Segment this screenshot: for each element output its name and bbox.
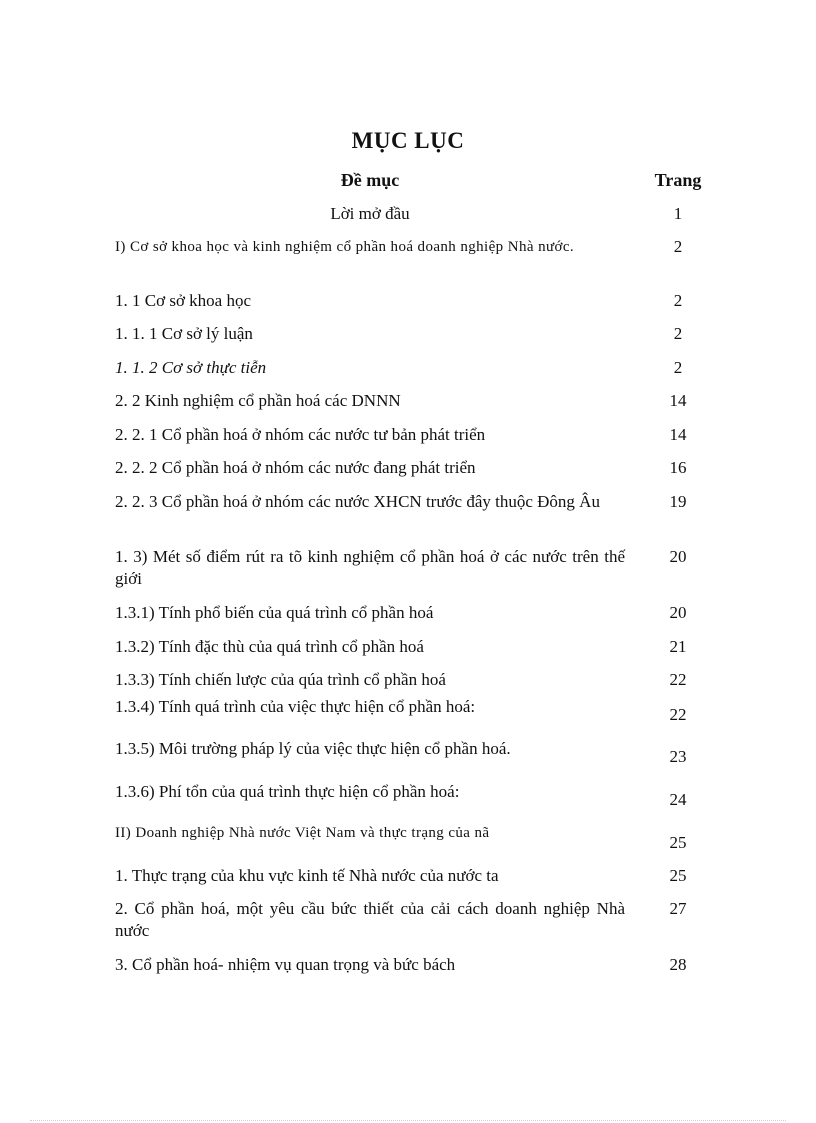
toc-entry-page: 2 (673, 291, 683, 310)
toc-entry-page: 19 (669, 492, 687, 511)
toc-entry-text: 2. 2. 3 Cổ phần hoá ở nhóm các nước XHCN trước đây thuộc Đông Âu (115, 492, 600, 511)
toc-entry-text: 1. 3) Mét số điểm rút ra tõ kinh nghiệm cổ phần hoá ở các nước trên thế giới (115, 547, 625, 588)
toc-entry-page: 22 (669, 670, 687, 689)
toc-entry-page: 20 (669, 547, 687, 566)
toc-entry-page: 25 (669, 866, 687, 885)
toc-entry-page: 16 (669, 458, 687, 477)
toc-entry-text: II) Doanh nghiệp Nhà nước Việt Nam và thực trạng của nã (115, 825, 490, 841)
toc-entry-text: 1. 1. 2 Cơ sở thực tiễn (115, 358, 267, 377)
toc-entry-text: 1. Thực trạng của khu vực kinh tế Nhà nước của nước ta (115, 866, 499, 885)
toc-entry-page: 28 (669, 955, 687, 974)
toc-entry-page: 2 (673, 237, 683, 256)
toc-entry-page: 23 (669, 747, 687, 766)
page-title: MỤC LỤC (351, 128, 465, 153)
toc-entry-text: 2. Cổ phần hoá, một yêu cầu bức thiết của cải cách doanh nghiệp Nhà nước (115, 899, 625, 940)
toc-entry-page: 14 (669, 391, 687, 410)
toc-entry-page: 22 (669, 705, 687, 724)
toc-entry-text: 2. 2. 2 Cổ phần hoá ở nhóm các nước đang phát triển (115, 458, 476, 477)
toc-entry-text: 3. Cổ phần hoá- nhiệm vụ quan trọng và bức bách (115, 955, 456, 974)
toc-entry-text: Lời mở đầu (330, 204, 410, 223)
header-page: Trang (654, 170, 702, 190)
toc-entry-page: 2 (673, 358, 683, 377)
toc-entry-text: 1. 1. 1 Cơ sở lý luận (115, 324, 253, 343)
toc-entry-page: 21 (669, 637, 687, 656)
toc-entry-text: 1.3.1) Tính phổ biến của quá trình cổ phần hoá (115, 603, 434, 622)
toc-entry-text: 2. 2 Kinh nghiệm cổ phần hoá các DNNN (115, 391, 401, 410)
toc-entry-text: 1.3.2) Tính đặc thù của quá trình cổ phần hoá (115, 637, 424, 656)
toc-entry-page: 27 (669, 899, 687, 918)
header-topic: Đề mục (340, 170, 400, 190)
toc-entry-page: 24 (669, 790, 687, 809)
toc-entry-page: 2 (673, 324, 683, 343)
toc-entry-text: 1. 1 Cơ sở khoa học (115, 291, 252, 310)
toc-entry-text: 1.3.6) Phí tổn của quá trình thực hiện cổ phần hoá: (115, 782, 460, 801)
toc-entry-text: I) Cơ sở khoa học và kinh nghiệm cổ phần hoá doanh nghiệp Nhà nước. (115, 239, 575, 255)
toc-entry-page: 1 (673, 204, 683, 223)
toc-entry-page: 25 (669, 833, 687, 852)
toc-entry-page: 20 (669, 603, 687, 622)
toc-entry-text: 1.3.5) Môi trường pháp lý của việc thực hiện cổ phần hoá. (115, 739, 511, 758)
toc-entry-page: 14 (669, 425, 687, 444)
toc-entry-text: 1.3.3) Tính chiến lược của qúa trình cổ phần hoá (115, 670, 446, 689)
page-bottom-divider (30, 1120, 786, 1121)
toc-entry-text: 2. 2. 1 Cổ phần hoá ở nhóm các nước tư bản phát triển (115, 425, 486, 444)
toc-entry-text: 1.3.4) Tính quá trình của việc thực hiện cổ phần hoá: (115, 697, 476, 716)
